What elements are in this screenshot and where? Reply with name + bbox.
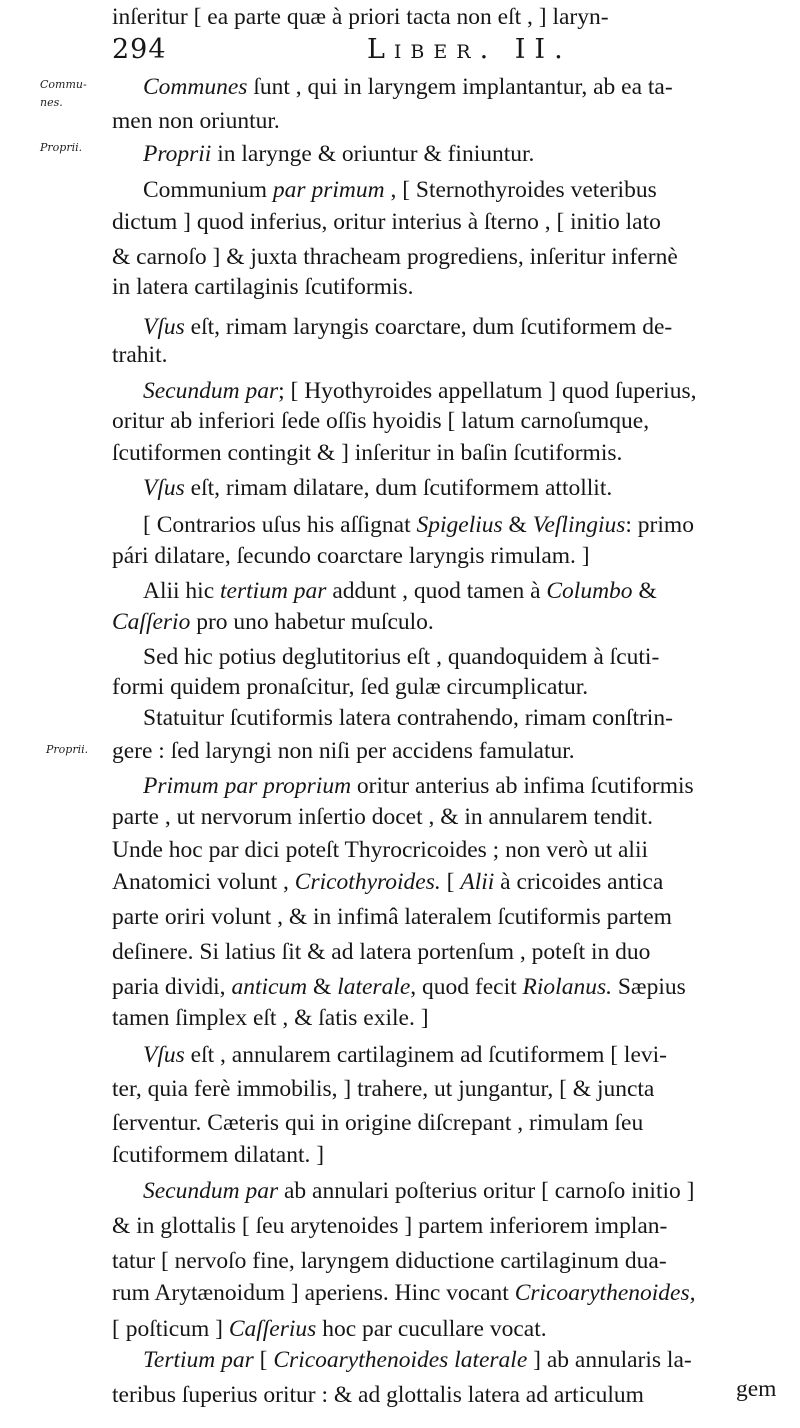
text-line [112,1244,792,1278]
text-line [112,1312,792,1346]
text-run: parte oriri volunt , & in infimâ lateralem ſcutiformis partem [112,904,672,930]
text-line [112,734,792,768]
text-line [112,800,792,834]
text-run: trahit. [112,342,168,368]
text-run: : primo [625,512,694,538]
text-run: rum Arytænoidum ] aperiens. Hinc vocant [112,1280,515,1306]
text-line [112,1106,792,1140]
text-run: Sæpius [611,974,686,1000]
text-run: & in glottalis [ ſeu arytenoides ] partem inferiorem implan- [112,1213,668,1239]
text-line [143,374,793,408]
text-line [112,205,792,239]
text-line [143,769,793,803]
text-run: Alii hic [143,578,221,604]
text-run: ab annulari poſterius oritur [ carnoſo initio ] [278,1178,695,1204]
text-run: ſcutiformem dilatant. ] [112,1142,325,1168]
text-run: ter, quia ferè immobilis, ] trahere, ut jungantur, [ & juncta [112,1076,655,1102]
catchword: gem [736,1376,777,1402]
text-line [143,1038,793,1072]
text-run: deſinere. Si latius ſit & ad latera portenſum , poteſt in duo [112,939,651,965]
text-run: ſunt , qui in laryngem implantantur, ab ea ta- [247,74,673,100]
text-run: Sed hic potius deglutitorius eſt , quandoquidem à ſcuti- [143,644,660,670]
text-run: pro uno habetur muſculo. [190,609,434,635]
text-run: eſt, rimam dilatare, dum ſcutiformem attollit. [184,475,613,501]
text-line [112,1072,792,1106]
text-line [112,935,792,969]
text-line [112,1138,792,1172]
text-run: men non oriuntur. [112,108,280,134]
italic-text: Riolanus. [522,974,612,1000]
text-run: Anatomici volunt , [112,869,295,895]
running-title: Liber. II. [367,34,572,65]
text-line [112,404,792,438]
italic-text: Cricoarythenoides, [514,1280,696,1306]
text-line [112,865,792,899]
text-run: eſt, rimam laryngis coarctare, dum ſcutiformem de- [184,314,673,340]
italic-text: Cricoarythenoides laterale [273,1347,528,1373]
text-line [112,270,792,304]
text-run: oritur anterius ab infima ſcutiformis [351,773,694,799]
italic-text: Proprii [143,141,212,167]
text-line [143,1174,793,1208]
text-line [143,471,793,505]
italic-text: Primum par proprium [143,773,352,799]
text-run: , quod fecit [410,974,523,1000]
text-run: parte , ut nervorum inſertio docet , & in annularem tendit. [112,804,653,830]
text-line [112,436,792,470]
text-run: formi quidem pronaſcitur, ſed gulæ circumplicatur. [112,674,589,700]
text-run: gere : ſed laryngi non niſi per accidens famulatur. [112,738,575,764]
text-line [143,137,793,171]
text-line [112,970,792,1004]
text-run: tatur [ nervoſo fine, laryngem diductione cartilaginum dua- [112,1248,667,1274]
text-run: & [307,974,338,1000]
text-run: pári dilatare, ſecundo coarctare laryngis rimulam. ] [112,543,590,569]
text-run: Unde hoc par dici poteſt Thyrocricoides ; non verò ut alii [112,837,649,863]
text-line [143,574,793,608]
text-line [112,1378,792,1412]
text-run: & carnoſo ] & juxta thracheam progrediens, inſeritur infernè [112,244,678,270]
text-line [112,240,792,274]
text-line [143,173,793,207]
text-run: in latera cartilaginis ſcutiformis. [112,274,414,300]
text-line [112,833,792,867]
text-line [112,338,792,372]
italic-text: Caſſerius [228,1316,317,1342]
italic-text: Columbo [546,578,633,604]
text-line [112,0,792,34]
italic-text: Spigelius [416,512,503,538]
text-line [112,539,792,573]
text-run: & [632,578,657,604]
page-number: 294 [112,34,167,65]
text-run: oritur ab inferiori ſede oſſis hyoidis [ latum carnoſumque, [112,408,650,434]
italic-text: Vſus [143,314,185,340]
margin-note-communes-2: nes. [40,96,63,109]
margin-note-communes-1: Commu- [40,78,87,91]
italic-text: Communes [143,74,248,100]
text-run: à cricoides antica [494,869,664,895]
text-line [112,900,792,934]
italic-text: Cricothyroides. [294,869,441,895]
text-run: ] ab annularis la- [527,1347,692,1373]
italic-text: Alii [460,869,495,895]
text-run: [ poſticum ] [112,1316,229,1342]
text-run: [ [253,1347,274,1373]
italic-text: par primum [272,177,385,203]
text-run: ; [ Hyothyroides appellatum ] quod ſuperius, [278,378,697,404]
text-run: inſeritur [ ea parte quæ à priori tacta non eſt , ] laryn- [112,4,609,30]
italic-text: Secundum par [143,378,279,404]
italic-text: Vſus [143,475,185,501]
text-run: teribus ſuperius oritur : & ad glottalis latera ad articulum [112,1382,644,1408]
text-line [112,1209,792,1243]
text-run: hoc par cucullare vocat. [316,1316,547,1342]
text-run: addunt , quod tamen à [326,578,547,604]
italic-text: Vſus [143,1042,185,1068]
margin-note-proprii-2: Proprii. [46,743,89,756]
margin-note-proprii: Proprii. [40,141,83,154]
text-run: Statuitur ſcutiformis latera contrahendo, rimam conſtrin- [143,705,673,731]
text-line [143,70,793,104]
text-run: paria dividi, [112,974,232,1000]
text-run: & [502,512,533,538]
italic-text: Tertium par [143,1347,254,1373]
text-line [112,104,792,138]
text-run: eſt , annularem cartilaginem ad ſcutiformem [ levi- [184,1042,667,1068]
text-run: tamen ſimplex eſt , & ſatis exile. ] [112,1005,429,1031]
text-run: dictum ] quod inferius, oritur interius à ſterno , [ initio lato [112,209,661,235]
text-run: ſcutiformen contingit & ] inſeritur in baſin ſcutiformis. [112,440,623,466]
italic-text: laterale [337,974,411,1000]
text-run: in larynge & oriuntur & finiuntur. [211,141,535,167]
page-header [112,34,762,74]
text-run: ſerventur. Cæteris qui in origine diſcrepant , rimulam ſeu [112,1110,644,1136]
text-line [112,605,792,639]
italic-text: tertium par [220,578,327,604]
text-run: [ Contrarios uſus his aſſignat [143,512,417,538]
italic-text: Caſſerio [112,609,191,635]
italic-text: anticum [231,974,308,1000]
text-line [143,640,793,674]
text-line [143,701,793,735]
text-run: , [ Sternothyroides veteribus [384,177,657,203]
text-line [112,670,792,704]
italic-text: Secundum par [143,1178,279,1204]
text-line [143,508,793,542]
text-run: Communium [143,177,273,203]
text-line [112,1276,792,1310]
text-line [112,1001,792,1035]
text-line [143,1343,793,1377]
italic-text: Veſlingius [532,512,626,538]
text-run: [ [440,869,461,895]
